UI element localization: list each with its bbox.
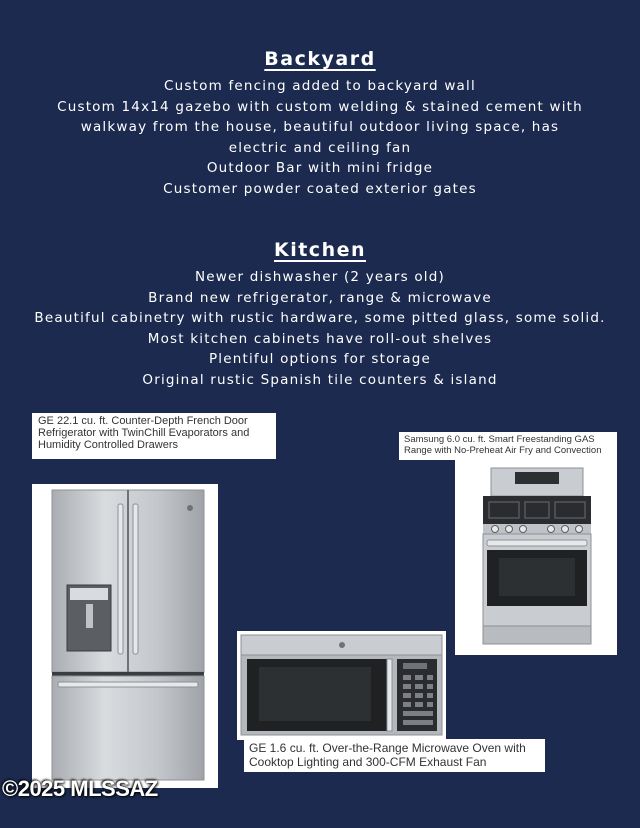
kitchen-line: Original rustic Spanish tile counters & island <box>142 371 498 388</box>
kitchen-line: Plentiful options for storage <box>208 351 432 367</box>
fridge-image <box>32 484 218 788</box>
backyard-line: Customer powder coated exterior gates <box>163 180 477 197</box>
fridge-caption: GE 22.1 cu. ft. Counter-Depth French Door Refrigerator with TwinChill Evaporators and Humidity Controlled Drawers <box>32 413 276 459</box>
microwave-illustration <box>237 631 446 740</box>
gas-range-illustration <box>455 458 617 655</box>
backyard-line: Custom 14x14 gazebo with custom welding & stained cement with <box>57 98 583 115</box>
kitchen-line: Most kitchen cabinets have roll-out shelves <box>147 330 493 347</box>
backyard-line: Outdoor Bar with mini fridge <box>206 160 434 176</box>
copyright-watermark: ©2025 MLSSAZ <box>2 776 158 801</box>
range-image <box>455 458 617 655</box>
kitchen-line: Newer dishwasher (2 years old) <box>195 269 445 285</box>
kitchen-line: Beautiful cabinetry with rustic hardware, some pitted glass, some solid. <box>34 310 606 326</box>
kitchen-heading: Kitchen <box>273 239 367 261</box>
microwave-image <box>237 631 446 740</box>
kitchen-section <box>0 239 640 390</box>
backyard-section <box>0 48 640 199</box>
backyard-heading: Backyard <box>264 48 376 70</box>
backyard-line: walkway from the house, beautiful outdoor living space, has <box>80 119 560 135</box>
microwave-caption: GE 1.6 cu. ft. Over-the-Range Microwave Oven with Cooktop Lighting and 300-CFM Exhaust Fan <box>244 739 545 772</box>
backyard-line: Custom fencing added to backyard wall <box>164 78 476 94</box>
refrigerator-illustration <box>32 484 218 788</box>
kitchen-line: Brand new refrigerator, range & microwave <box>148 289 492 306</box>
backyard-line: electric and ceiling fan <box>228 139 412 156</box>
range-caption: Samsung 6.0 cu. ft. Smart Freestanding GAS Range with No-Preheat Air Fry and Convection <box>399 432 617 460</box>
